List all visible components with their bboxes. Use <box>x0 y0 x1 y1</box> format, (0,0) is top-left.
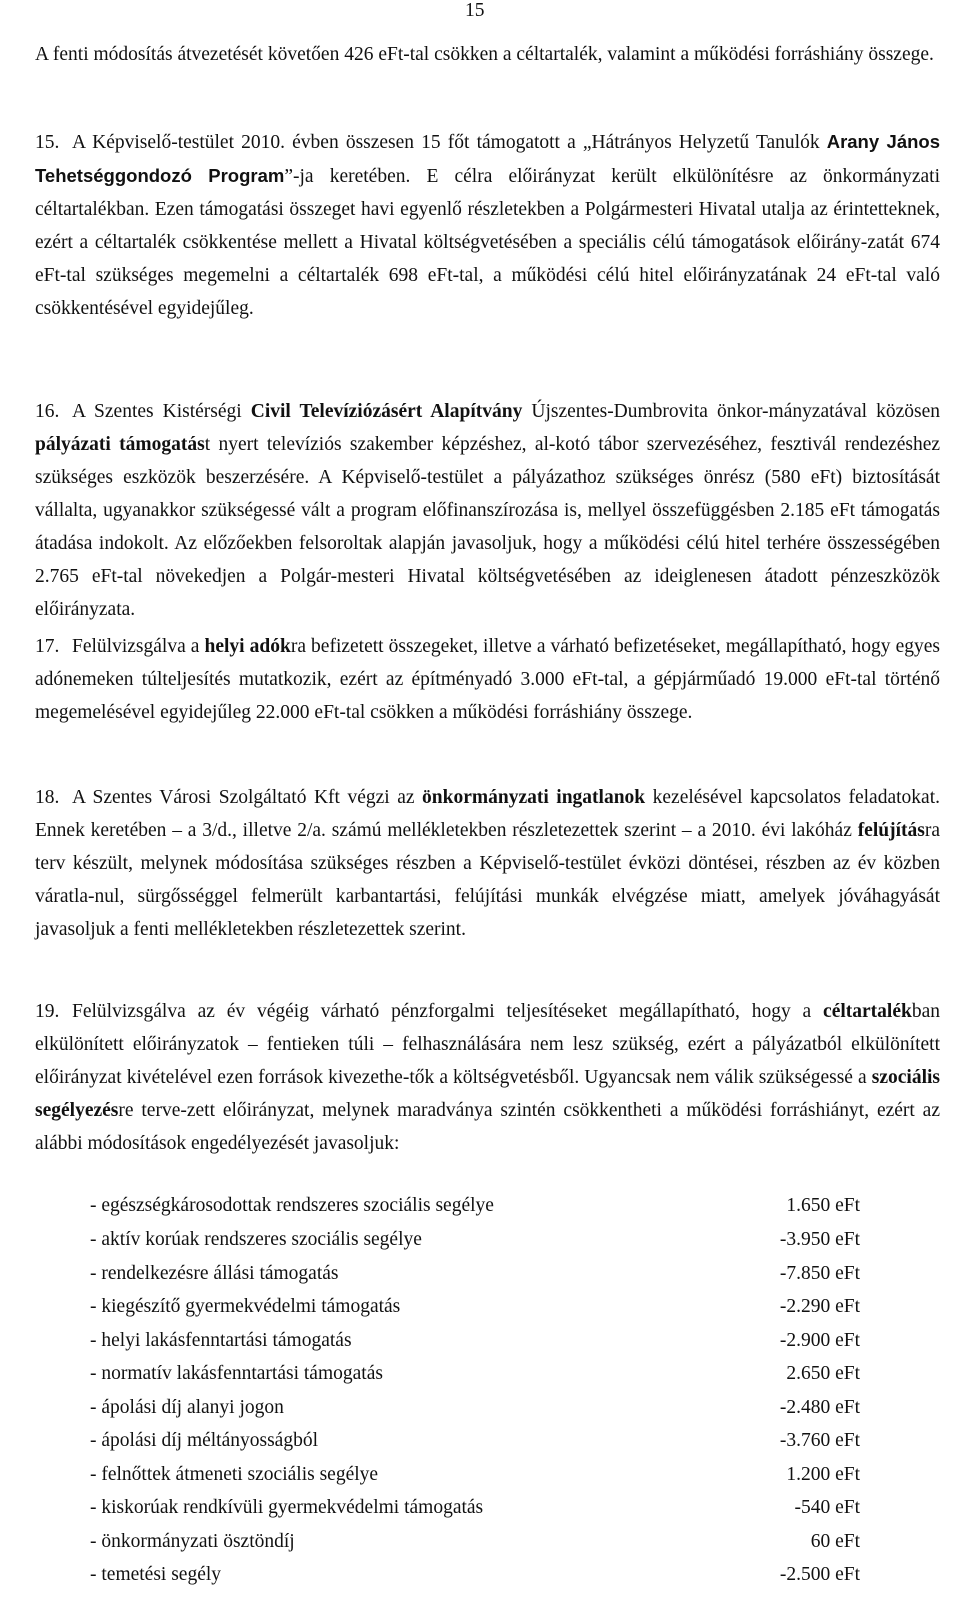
item-15-number: 15. <box>35 132 60 153</box>
item-17-number: 17. <box>35 636 60 657</box>
item-19-number: 19. <box>35 1001 60 1022</box>
item-19 <box>35 995 940 1160</box>
list-item: - kiskorúak rendkívüli gyermekvédelmi támogatás -540 eFt <box>90 1497 860 1518</box>
list-item: - temetési segély -2.500 eFt <box>90 1564 860 1585</box>
list-item: - egészségkárosodottak rendszeres szociális segélye 1.650 eFt <box>90 1195 860 1216</box>
item-15 <box>35 125 940 325</box>
list-item: - helyi lakásfenntartási támogatás -2.900 eFt <box>90 1330 860 1351</box>
list-item: - felnőttek átmeneti szociális segélye 1.200 eFt <box>90 1464 860 1485</box>
list-item: - rendelkezésre állási támogatás -7.850 eFt <box>90 1263 860 1284</box>
item-18 <box>35 781 940 946</box>
list-item: - normatív lakásfenntartási támogatás 2.650 eFt <box>90 1363 860 1384</box>
item-17 <box>35 630 940 729</box>
list-item: - ápolási díj alanyi jogon -2.480 eFt <box>90 1397 860 1418</box>
list-item: - aktív korúak rendszeres szociális segélye -3.950 eFt <box>90 1229 860 1250</box>
item-18-text: 18. A Szentes Városi Szolgáltató Kft végzi az önkormányzati ingatlanok kezelésével kapcsolatos feladatokat. Ennek keretében – a 3/d., illetve 2/a. számú mellékletekben részletezettek szerint – a 2010. évi lakóház felújításra terv készült, melynek módosítása szükséges részben a Képviselő-testület évközi döntései, részben az év közben váratla-nul, sürgősséggel felmerült karbantartási, felújítási munkák elvégzése miatt, amelyek jóváhagyását javasoljuk a fenti mellékletekben részletezettek szerint. <box>35 781 940 946</box>
item-15-text: 15. A Képviselő-testület 2010. évben összesen 15 főt támogatott a „Hátrányos Helyzetű Tanulók Arany János Tehetséggondozó Program”-ja keretében. E célra előirányzat került elkülönítésre az önkormányzati céltartalékban. Ezen támogatási összeget havi egyenlő részletekben a Polgármesteri Hivatal utalja az érintetteknek, ezért a céltartalék csökkentése mellett a Hivatal költségvetésében a speciális célú támogatások előirány-zatát 674 eFt-tal szükséges megemelni a céltartalék 698 eFt-tal, a működési célú hitel előirányzatának 24 eFt-tal való csökkentésével egyidejűleg. <box>35 125 940 325</box>
item-16 <box>35 395 940 626</box>
item-18-number: 18. <box>35 787 60 808</box>
list-item: - ápolási díj méltányosságból -3.760 eFt <box>90 1430 860 1451</box>
item-17-text: 17. Felülvizsgálva a helyi adókra befizetett összegeket, illetve a várható befizetéseket, megállapítható, hogy egyes adónemeken túlteljesítés mutatkozik, ezért az építményadó 3.000 eFt-tal, a gépjárműadó 19.000 eFt-tal történő megemelésével egyidejűleg 22.000 eFt-tal csökken a működési forráshiány összege. <box>35 630 940 729</box>
page-number: 15 <box>465 0 485 21</box>
list-item: - önkormányzati ösztöndíj 60 eFt <box>90 1531 860 1552</box>
item-16-number: 16. <box>35 401 60 422</box>
intro-paragraph: A fenti módosítás átvezetését követően 426 eFt-tal csökken a céltartalék, valamint a működési forráshiány összege. <box>35 44 934 65</box>
list-item: - kiegészítő gyermekvédelmi támogatás -2.290 eFt <box>90 1296 860 1317</box>
item-16-text: 16. A Szentes Kistérségi Civil Televíziózásért Alapítvány Újszentes-Dumbrovita önkor-mányzatával közösen pályázati támogatást nyert televíziós szakember képzéshez, al-kotó tábor szervezéséhez, fesztivál rendezéshez szükséges eszközök beszerzésére. A Képviselő-testület a pályázathoz szükséges önrész (580 eFt) biztosítását vállalta, ugyanakkor szükségessé vált a program előfinanszírozása is, mellyel összefüggésben 2.185 eFt támogatás átadása indokolt. Az előzőekben felsoroltak alapján javasoljuk, hogy a működési célú hitel terhére összességében 2.765 eFt-tal növekedjen a Polgár-mesteri Hivatal költségvetésében az ideiglenesen átadott pénzeszközök előirányzata. <box>35 395 940 626</box>
item-19-text: 19. Felülvizsgálva az év végéig várható pénzforgalmi teljesítéseket megállapítható, hogy a céltartalékban elkülönített előirányzatok – fentieken túli – felhasználására nem lesz szükség, ezért a pályázatból elkülönített előirányzat kivételével ezen források kivezethe-tők a költségvetésből. Ugyancsak nem válik szükségessé a szociális segélyezésre terve-zett előirányzat, melynek maradványa szintén csökkentheti a működési forráshiányt, ezért az alábbi módosítások engedélyezését javasoljuk: <box>35 995 940 1160</box>
